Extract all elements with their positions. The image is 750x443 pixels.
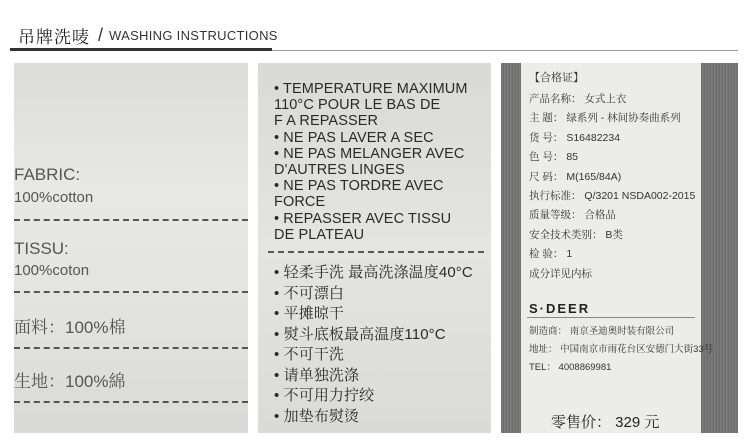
chinese-instruction-line: • 不可用力拧绞: [274, 387, 375, 404]
header-title-en: WASHING INSTRUCTIONS: [109, 27, 278, 43]
certificate-row: 检 验： 1: [529, 248, 573, 261]
certificate-row: 主 题： 绿系列 - 林间协奏曲系列: [529, 112, 681, 125]
french-instruction-line: • NE PAS TORDRE AVEC: [274, 178, 444, 195]
header-slash: /: [98, 24, 104, 45]
french-instruction-line: DE PLATEAU: [274, 226, 365, 243]
certificate-row: 色 号： 85: [529, 151, 579, 164]
french-instruction-line: F A REPASSER: [274, 113, 379, 130]
fabric-value: 100%cotton: [14, 189, 94, 206]
chinese-instruction-line: • 平摊晾干: [274, 305, 345, 322]
dashed-divider: [14, 219, 248, 221]
manufacturer-text: 制造商： 南京圣迪奥时装有限公司: [529, 326, 675, 337]
certificate-row: 产品名称： 女式上衣: [529, 93, 627, 105]
chinese-instruction-line: • 请单独洗涤: [274, 366, 360, 384]
tag-divider: [527, 317, 695, 318]
certificate-tag: [521, 63, 714, 433]
chinese-instruction-line: • 加垫布熨烫: [274, 407, 360, 425]
certificate-row: 成分详见内标: [529, 267, 592, 280]
brand-logo: S·DEER: [529, 301, 591, 316]
french-instruction-line: • REPASSER AVEC TISSU: [274, 210, 452, 227]
french-instruction-line: D'AUTRES LINGES: [274, 162, 405, 178]
retail-price: 零售价： 329 元: [551, 414, 660, 431]
french-instruction-line: • TEMPERATURE MAXIMUM: [274, 81, 468, 97]
dashed-divider: [14, 291, 248, 293]
page-header: [18, 22, 278, 48]
dashed-divider: [14, 401, 248, 403]
certificate-row: 质量等级： 合格品: [529, 209, 616, 222]
certificate-title: 【合格证】: [529, 72, 584, 84]
fabric-label-photo: [14, 63, 248, 433]
address-text: 地址： 中国南京市雨花台区安德门大街33号: [529, 344, 714, 355]
shengdi-text: 生地：100%綿: [14, 372, 126, 391]
chinese-instruction-line: • 不可漂白: [274, 284, 345, 302]
hang-tag-photo: [501, 63, 738, 433]
dashed-divider: [268, 251, 484, 253]
french-instruction-line: • NE PAS LAVER A SEC: [274, 129, 434, 146]
tissu-label: TISSU:: [14, 239, 69, 258]
french-instruction-line: FORCE: [274, 194, 326, 211]
tel-text: TEL： 4008869981: [529, 362, 612, 373]
mianliao-text: 面料：100%棉: [14, 318, 126, 337]
dashed-divider: [14, 347, 248, 349]
chinese-instruction-line: • 熨斗底板最高温度110°C: [274, 325, 446, 343]
certificate-row: 执行标准： Q/3201 NSDA002-2015: [529, 190, 696, 202]
chinese-instruction-line: • 轻柔手洗 最高洗涤温度40°C: [274, 264, 473, 281]
tissu-value: 100%coton: [14, 262, 90, 279]
french-instruction-line: 110°C POUR LE BAS DE: [274, 97, 441, 114]
chinese-instruction-line: • 不可干洗: [274, 346, 345, 363]
certificate-row: 货 号： S16482234: [529, 131, 621, 144]
french-instruction-line: • NE PAS MELANGER AVEC: [274, 145, 465, 162]
certificate-row: 安全技术类别： B类: [529, 228, 623, 241]
care-label-photo: [258, 63, 491, 433]
fabric-label: FABRIC:: [14, 165, 81, 184]
header-title-cn: 吊牌洗唛: [18, 27, 90, 47]
certificate-row: 尺 码： M(165/84A): [529, 170, 622, 183]
header-underline-accent: [10, 48, 272, 51]
